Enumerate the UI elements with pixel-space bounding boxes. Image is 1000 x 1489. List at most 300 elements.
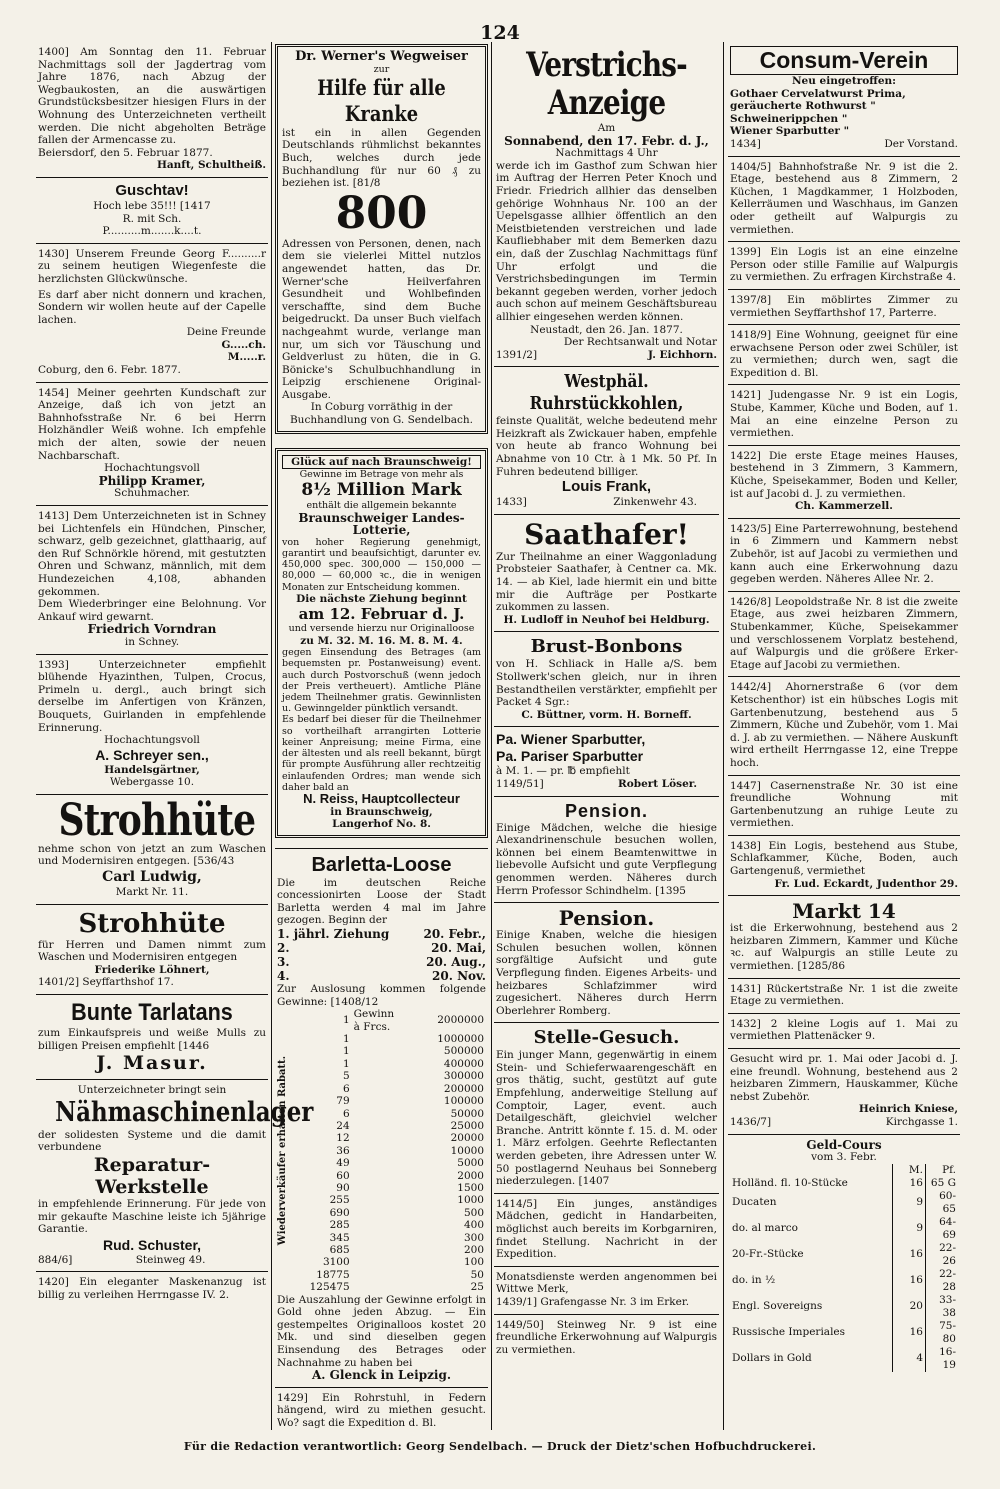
ad-1404: [728, 157, 960, 243]
ad-maskenanzug: [36, 1271, 268, 1306]
ad-text: 1454] Meiner geehrten Kundschaft zur Anzeige, daß ich von jetzt an Bahnhofsstraße Nr. 6 bei Herrn Holzhändler Weiß wohne. Ich empfehle mich der alten, sowie der neuen Nachbarschaft.: [38, 386, 266, 462]
ad-signature: A. Glenck in Leipzig.: [311, 1368, 452, 1383]
currency-value: 22-28: [926, 1268, 959, 1294]
ad-text: Zur Theilnahme an einer Waggonladung Probsteier Saathafer, à Centner ca. Mk. 14. — ab Kiel, lade hiermit ein und bitte mir die Aufträge per Postkarte zukommen zu lassen.: [496, 550, 717, 614]
ad-text: Die im deutschen Reiche concessionirten Loose der Stadt Barletta werden 4 mal im Jahre gezogen. Beginn der: [277, 876, 486, 927]
ad-big-number: 800: [335, 187, 428, 239]
currency-value: 9: [893, 1190, 926, 1216]
prize-label: [352, 1170, 396, 1182]
prize-amount: 500: [463, 1206, 484, 1219]
ad-signature: Hochachtungsvoll: [104, 462, 200, 475]
column-rule: [491, 42, 492, 1430]
ad-markt14: [728, 896, 960, 978]
draw-date: 20. Mai,: [431, 941, 486, 956]
prize-count: 1: [342, 1033, 350, 1046]
exchange-table: [730, 1164, 958, 1372]
ad-signature: in Braunschweig,: [330, 805, 433, 818]
ad-ref: 1149/51]: [496, 777, 544, 790]
ad-glueckwunsch: [36, 244, 268, 383]
ad-title: Geld-Cours: [806, 1137, 882, 1152]
ad-ref: 1434]: [730, 137, 761, 150]
ad-title: Verstrichs-Anzeige: [526, 45, 687, 123]
prize-row: [290, 1108, 486, 1120]
ad-text: Nachmittags 4 Uhr: [555, 147, 658, 160]
prize-count: 345: [329, 1231, 350, 1244]
ad-text: Die Auszahlung der Gewinne erfolgt in Gold ohne jeden Abzug. — Ein gestempeltes Originalloos kostet 20 Mk. und sind dieselben gegen Einsendung des Betrages oder Nachnahme zu haben bei: [277, 1293, 486, 1369]
prize-label: [352, 1207, 396, 1219]
prize-row: [290, 1008, 486, 1033]
ad-text: Sonnabend, den 17. Febr. d. J.,: [504, 133, 709, 148]
draw-date: 20. Aug.,: [426, 955, 486, 970]
exchange-header-cell: M.: [893, 1164, 926, 1177]
ad-signature: Hochachtungsvoll: [104, 734, 200, 747]
prize-row: [290, 1232, 486, 1244]
ad-text: feinste Qualität, welche bedeutend mehr Heizkraft als Zwickauer haben, empfehle von heute ab franco Wohnung bei Abnahme von 10 Ctr. à 1 Mk. 50 Pf. In Fuhren bedeutend billiger.: [496, 415, 717, 478]
currency-name: Holländ. fl. 10-Stücke: [732, 1176, 848, 1189]
ad-signature: C. Büttner, vorm. H. Borneff.: [521, 708, 692, 721]
prize-label: [352, 1108, 396, 1120]
ad-text: 1418/9] Eine Wohnung, geeignet für eine erwachsene Person oder zwei Schüler, ist zu vermiethen; durch wen, sagt die Expedition d. Bl.: [730, 329, 958, 379]
prize-label: [352, 1095, 396, 1107]
prize-count: 18775: [316, 1268, 350, 1281]
ad-pension-knaben: [494, 903, 719, 1023]
ad-text: 1430] Unserem Freunde Georg F..........r zu seinem heutigen Wiegenfeste die herzlichsten Glückwünsche.: [38, 247, 266, 285]
currency-name: Engl. Sovereigns: [732, 1300, 823, 1313]
ad-1422: [728, 446, 960, 519]
ad-text: Gesucht wird pr. 1. Mai oder Jacobi d. J. eine freundl. Wohnung, bestehend aus 2 heizbaren Zimmern, Hauskammer, Küche nebst Zubehör.: [730, 1053, 958, 1103]
ad-title: Pa. Pariser Sparbutter: [496, 748, 644, 765]
currency-value: 9: [893, 1216, 926, 1242]
prize-count: 1: [342, 1057, 350, 1070]
prize-row: [290, 1120, 486, 1132]
currency-name: do. in ½: [732, 1274, 776, 1287]
prize-label: [352, 1033, 396, 1045]
item-list: [730, 88, 958, 138]
prize-label: [352, 1244, 396, 1256]
ad-text: 1449/50] Steinweg Nr. 9 ist eine freundliche Erkerwohnung auf Walpurgis zu vermiethen.: [496, 1318, 717, 1356]
ad-text: Unterzeichneter bringt sein: [77, 1084, 227, 1097]
ad-text: nehme schon von jetzt an zum Waschen und Modernisiren entgegen. [536/43: [38, 842, 266, 868]
prize-row: [290, 1070, 486, 1082]
ad-title: Reparatur-Werkstelle: [93, 1154, 211, 1198]
ad-title: Bunte Tarlatans: [71, 999, 233, 1027]
item-row: Schweinerippchen ": [730, 112, 848, 125]
ad-text: Gewinne im Betrage von mehr als: [299, 469, 464, 481]
prize-row: [290, 1256, 486, 1268]
ad-text: Dem Wiederbringer eine Belohnung. Vor Ankauf wird gewarnt.: [38, 598, 266, 623]
ad-address: Steinweg 49.: [135, 1253, 206, 1266]
ad-signature: Handelsgärtner,: [104, 763, 200, 776]
ad-place: Neustadt, den 26. Jan. 1877.: [530, 323, 683, 336]
prize-count: 24: [336, 1119, 350, 1132]
prize-label: [352, 1157, 396, 1169]
ad-subtitle: vom 3. Febr.: [811, 1151, 877, 1164]
ad-schreyer: [36, 655, 268, 795]
ad-address: Kirchgasse 1.: [885, 1115, 958, 1128]
ad-signature: Heinrich Kniese,: [858, 1103, 958, 1116]
prize-count: 12: [336, 1132, 350, 1145]
currency-value: 65 G: [926, 1177, 959, 1190]
ad-title: am 12. Februar d. J.: [298, 605, 465, 624]
draw-label: 1. jährl. Ziehung: [277, 927, 390, 942]
ad-geldcours: [728, 1135, 960, 1377]
ad-consumverein: [728, 42, 960, 157]
prize-amount: 300000: [443, 1070, 484, 1083]
ad-line: R. mit Sch.: [122, 212, 182, 225]
ad-text: 1397/8] Ein möblirtes Zimmer zu vermiethen Seyffarthshof 17, Parterre.: [730, 293, 958, 319]
ad-rohrstuhl: [275, 1388, 488, 1435]
ad-text: Es bedarf bei dieser für die Theilnehmer so vortheilhaft arrangirten Lotterie keiner Anpreisung; meine Firma, eine der ältesten und als reell bekannt, bürgt für prompte Ausführung aller rechtzeitig einlaufenden Ordres; man wende sich daher bald an: [282, 714, 481, 793]
ad-place: Beiersdorf, den 5. Februar 1877.: [38, 146, 213, 159]
ad-title: Pension.: [564, 800, 648, 821]
currency-value: 33-38: [926, 1294, 959, 1320]
prize-label: [352, 1132, 396, 1144]
ad-verstrich: [494, 42, 719, 367]
ad-text: gegen Einsendung des Betrages (am bequemsten pr. Postanweisung) event. auch durch Postvorschuß (wenn jedoch der Preis vertheuert). Amtliche Pläne jedem Theilnehmer gratis. Gewinnlisten u. Gewinngelder pünktlich versandt.: [282, 647, 481, 715]
ad-text: 1442/4] Ahornerstraße 6 (vor dem Ketschenthor) ist ein hübsches Logis mit Gartenbenutzung, bestehend aus 5 Zimmern, Küche und Zubehör, vom 1. Mai d. J. ab zu vermiethen. — Nähere Auskunft wird ertheilt Herrngasse 12, eine Treppe hoch.: [730, 681, 958, 769]
ad-text: 1423/5] Eine Parterrewohnung, bestehend in 6 Zimmern und Kammern nebst Zubehör, ist auf Jacobi zu vermiethen und kann auch eine Erkerwohnung dazu gegeben werden. Näheres Allee Nr. 2.: [730, 522, 958, 586]
column-2: [275, 42, 488, 1430]
prize-count: 1: [342, 1014, 350, 1027]
prize-label: [352, 1269, 396, 1281]
prize-table: [290, 1008, 486, 1293]
currency-value: 4: [893, 1346, 926, 1372]
ad-barletta: [275, 848, 488, 1388]
ad-signature: Der Vorstand.: [884, 137, 958, 150]
prize-count: 60: [336, 1169, 350, 1182]
prize-amount: 10000: [450, 1144, 484, 1157]
ad-line: P..........m.......k....t.: [102, 225, 202, 238]
exchange-row: [730, 1268, 958, 1294]
ad-signature: Friederike Löhnert,: [94, 963, 210, 976]
ad-brustbonbons: [494, 632, 719, 727]
ad-kramer: [36, 383, 268, 506]
draw-label: 4.: [277, 969, 290, 984]
ad-signature: Markt Nr. 11.: [115, 886, 189, 899]
prize-label: [352, 1070, 396, 1082]
side-note: Wiederverkäufer erhalten Rabatt.: [277, 1056, 288, 1246]
exchange-row: [730, 1216, 958, 1242]
ad-title: Stelle-Gesuch.: [533, 1027, 680, 1049]
ad-text: 1422] Die erste Etage meines Hauses, bestehend in 3 Zimmern, 3 Kammern, Küche, Speisekammer, Boden und Keller, ist auf Jacobi d. J. zu vermiethen.: [730, 449, 958, 500]
prize-amount: 500000: [443, 1045, 484, 1058]
ad-title: 8½ Million Mark: [301, 480, 462, 501]
ad-title: Dr. Werner's Wegweiser: [295, 49, 468, 64]
prize-count: 1: [342, 1045, 350, 1058]
prize-label: [352, 1120, 396, 1132]
prize-amount: 400: [463, 1219, 484, 1232]
prize-label: Gewinn à Frcs.: [353, 1008, 395, 1033]
prize-row: [290, 1244, 486, 1256]
ad-text: 1414/5] Ein junges, anständiges Mädchen, gedicht in Handarbeiten, möglichst auch bereits im Korbgarniren, findet Stellung. Nachricht in der Expedition.: [496, 1197, 717, 1261]
prize-amount: 200000: [443, 1082, 484, 1095]
draw-row: [277, 955, 486, 969]
currency-value: 16: [893, 1268, 926, 1294]
ad-signature: Robert Löser.: [618, 777, 697, 790]
ad-1418: [728, 325, 960, 385]
ad-title: Markt 14: [792, 899, 896, 924]
prize-row: [290, 1058, 486, 1070]
ad-signature: in Schney.: [124, 635, 180, 648]
ad-signature: H. Ludloff in Neuhof bei Heldburg.: [503, 613, 710, 626]
page-footer: Für die Redaction verantwortlich: Georg Sendelbach. — Druck der Dietz'schen Hofbuchdruckerei.: [183, 1440, 817, 1453]
ad-monatsdienste: [494, 1267, 719, 1315]
ad-signature: G.....ch.: [221, 338, 266, 351]
currency-value: 16: [893, 1242, 926, 1268]
prize-count: 125475: [309, 1281, 350, 1294]
ad-text: von hoher Regierung genehmigt, garantirt und beaufsichtigt, darunter ev. 450,000 spec. 300,000 — 150,000 — 80,000 — 60,000 ꝛc., die in wenigen Monaten zur Entscheidung kommen.: [282, 536, 481, 593]
prize-row: [290, 1045, 486, 1057]
ad-pension-maedchen: [494, 797, 719, 904]
ad-text: 1421] Judengasse Nr. 9 ist ein Logis, Stube, Kammer, Küche und Boden, auf 1. Mai an eine einzelne Person zu vermiethen.: [730, 389, 958, 440]
prize-row: [290, 1182, 486, 1194]
prize-label: [352, 1182, 396, 1194]
ad-title: Braunschweiger Landes-Lotterie,: [298, 510, 465, 538]
ad-text: Am: [597, 122, 616, 134]
ad-maedchen: [494, 1194, 719, 1267]
ad-1432: [728, 1014, 960, 1049]
ad-text: 1426/8] Leopoldstraße Nr. 8 ist die zweite Etage, aus zwei heizbaren Zimmern, Stubenkammer, Küche, Speisekammer und verschlossenem Vorplatz bestehend, auf Walpurgis und die größere Erker-Etage auf Jacobi zu vermiethen.: [730, 595, 958, 671]
ad-1431: [728, 979, 960, 1014]
prize-count: 255: [329, 1194, 350, 1207]
ad-address: Zinkenwehr 43.: [613, 496, 697, 509]
ad-title: Nähmaschinenlager: [55, 1096, 314, 1128]
prize-label: [352, 1045, 396, 1057]
prize-amount: 25: [470, 1281, 484, 1294]
item-row: Wiener Sparbutter ": [730, 125, 850, 138]
draw-date: 20. Febr.,: [423, 927, 486, 942]
prize-row: [290, 1269, 486, 1281]
ad-title: Guschtav!: [115, 181, 189, 199]
currency-name: Dollars in Gold: [732, 1352, 812, 1365]
ad-title: Strohhüte: [58, 794, 256, 846]
ad-guschtav: [36, 178, 268, 244]
ad-text: 1404/5] Bahnhofstraße Nr. 9 ist die 2. Etage, bestehend aus 8 Zimmern, 2 Küchen, 1 Magdkammer, 1 Holzboden, Kellerräumen und Waschhaus, im Ganzen oder getheilt auf Walpurgis zu vermiethen.: [730, 160, 958, 236]
column-4: [728, 42, 960, 1430]
ad-werner-wegweiser: [275, 44, 488, 434]
ad-text: Monatsdienste werden angenommen bei Wittwe Merk,: [496, 1270, 717, 1296]
prize-row: [290, 1083, 486, 1095]
ad-signature: Rud. Schuster,: [102, 1236, 202, 1253]
prize-amount: 2000000: [437, 1014, 484, 1027]
exchange-row: [730, 1177, 958, 1190]
prize-row: [290, 1170, 486, 1182]
ad-text: ist ein in allen Gegenden Deutschlands rühmlichst bekanntes Buch, welches durch jede Buchhandlung für nur 60 ₰ zu beziehen ist. [81/8: [282, 126, 481, 190]
ad-1423: [728, 519, 960, 592]
ad-title: Barletta-Loose: [311, 853, 452, 876]
item-row: Gothaer Cervelatwurst Prima,: [730, 87, 906, 100]
ad-text: und versende hierzu nur Originalloose: [288, 623, 475, 635]
prize-amount: 1000: [457, 1194, 484, 1207]
item-row: geräucherte Rothwurst ": [730, 100, 876, 113]
draw-row: [277, 927, 486, 941]
ad-signature: Fr. Lud. Eckardt, Judenthor 29.: [774, 877, 958, 890]
ad-text: 1400] Am Sonntag den 11. Februar Nachmittags soll der Jagdertrag vom Jahre 1876, nach Abzug der Wegbaukosten, an die auswärtigen Grundstücksbesitzer hiesigen Flurs in der Wohnung des Unterzeichneten vertheilt werden. Die nicht abgeholten Beträge fallen der Armencasse zu.: [38, 46, 266, 147]
prize-row: [290, 1207, 486, 1219]
ad-ruhrkohlen: [494, 367, 719, 515]
exchange-row: [730, 1294, 958, 1320]
prize-count: 5: [342, 1070, 350, 1083]
ad-jagdertrag: [36, 42, 268, 178]
ad-text: 1431] Rückertstraße Nr. 1 ist die zweite Etage zu vermiethen.: [730, 982, 958, 1008]
currency-name: 20-Fr.-Stücke: [732, 1248, 804, 1261]
prize-count: 690: [329, 1206, 350, 1219]
currency-value: 22-26: [926, 1242, 959, 1268]
currency-value: 16: [893, 1320, 926, 1346]
ad-text: à M. 1. — pr. ℔ empfiehlt: [496, 765, 630, 778]
currency-value: 16: [893, 1177, 926, 1190]
ad-signature: A. Schreyer sen.,: [95, 746, 209, 763]
exchange-row: [730, 1320, 958, 1346]
ad-signature: N. Reiss, Hauptcollecteur: [303, 790, 460, 806]
prize-amount: 50: [470, 1268, 484, 1281]
exchange-row: [730, 1190, 958, 1216]
ad-text: werde ich im Gasthof zum Schwan hier im Auftrag der Herren Peter Knoch und Friedr. Friedrich allhier das denselben gehörige Wohnhaus Nr. 100 an der Uepelsgasse allhier öffentlich an den Meistbietenden verstreichen und lade Kaufliebhaber mit dem Bemerken dazu ein, daß der Zuschlag Nachmittags fünf Uhr erfolgt und die Verstrichsbedingungen im Termin bekannt gegeben werden, vorher jedoch auch schon auf meinem Geschäftsbureau allhier eingesehen werden können.: [496, 159, 717, 323]
ad-signature: Philipp Kramer,: [98, 473, 206, 488]
prize-amount: 2000: [457, 1169, 484, 1182]
prize-label: [352, 1194, 396, 1206]
ad-text: der solidesten Systeme und die damit verbundene: [38, 1128, 266, 1154]
prize-amount: 1500: [457, 1181, 484, 1194]
ad-text: Einige Knaben, welche die hiesigen Schulen besuchen wollen, können sorgfältige Aufsicht und gute Verpflegung finden. Eigenes Arbeits- und heizbares Schlafzimmer wird zugesichert. Näheres durch Herrn Oberlehrer Romberg.: [496, 929, 717, 1017]
prize-count: 90: [336, 1181, 350, 1194]
ad-date: Coburg, den 6. Febr. 1877.: [38, 364, 181, 377]
prize-amount: 5000: [457, 1157, 484, 1170]
prize-count: 6: [342, 1107, 350, 1120]
prize-count: 3100: [322, 1256, 350, 1269]
currency-value: 20: [893, 1294, 926, 1320]
currency-value: 64-69: [926, 1216, 959, 1242]
page-number: 124: [480, 22, 520, 44]
ad-text: In Coburg vorräthig in der Buchhandlung von G. Sendelbach.: [289, 401, 474, 427]
ad-text: 1438] Ein Logis, bestehend aus Stube, Schlafkammer, Küche, Boden, auch Gartengenuß, vermiethet: [730, 839, 958, 878]
ad-1421: [728, 385, 960, 445]
ad-title: Glück auf nach Braunschweig!: [282, 455, 481, 470]
currency-name: Russische Imperiales: [732, 1326, 846, 1339]
prize-count: 285: [329, 1219, 350, 1232]
prize-row: [290, 1281, 486, 1293]
ad-text: 1429] Ein Rohrstuhl, in Federn hängend, wird zu miethen gesucht. Wo? sagt die Expedition d. Bl.: [277, 1391, 486, 1429]
column-rule: [271, 42, 272, 1430]
ad-signature: Carl Ludwig,: [102, 869, 202, 886]
ad-text: ist die Erkerwohnung, bestehend aus 2 heizbaren Zimmern, Kammer und Küche ꝛc. auf Walpurgis an stille Leute zu vermiethen. [1285/86: [730, 922, 958, 973]
ad-sparbutter: [494, 727, 719, 796]
ad-erkerwohnung: [494, 1315, 719, 1362]
ad-signature: Webergasse 10.: [109, 776, 195, 789]
ad-signature: Louis Frank,: [561, 478, 652, 496]
ad-signature: Deine Freunde: [186, 326, 266, 339]
ad-1426: [728, 592, 960, 678]
ad-gesucht: [728, 1049, 960, 1135]
ad-signature: Langerhof No. 8.: [332, 818, 431, 831]
ad-signature: J. Masur.: [96, 1052, 208, 1075]
prize-count: 49: [336, 1157, 350, 1170]
ad-text: für Herren und Damen nimmt zum Waschen und Modernisiren entgegen: [38, 938, 266, 964]
ad-ref: 1401/2] Seyffarthshof 17.: [38, 976, 174, 989]
prize-amount: 20000: [450, 1132, 484, 1145]
draw-row: [277, 941, 486, 955]
prize-amount: 200: [463, 1243, 484, 1256]
exchange-header-cell: Pf.: [926, 1164, 959, 1177]
ad-text: 1393] Unterzeichneter empfiehlt blühende Hyazinthen, Tulpen, Crocus, Primeln u. dergl., auch bringt sich derselbe im Anfertigen von Kränzen, Bouquets, Guirlanden in empfehlende Erinnerung.: [38, 658, 266, 734]
ad-signature: Schuhmacher.: [114, 487, 190, 500]
prize-amount: 100000: [443, 1095, 484, 1108]
ad-signature: Der Rechtsanwalt und Notar: [563, 336, 717, 349]
ad-text: 1432] 2 kleine Logis auf 1. Mai zu vermiethen Plattenäcker 9.: [730, 1017, 958, 1043]
ad-text: zum Einkaufspreis und weiße Mulls zu billigen Preisen empfiehlt [1446: [38, 1027, 266, 1052]
prize-label: [352, 1083, 396, 1095]
ad-text: Zur Auslosung kommen folgende Gewinne: [1408/12: [277, 983, 486, 1008]
ad-stellegesuch: [494, 1023, 719, 1194]
ad-title: Saathafer!: [524, 517, 689, 551]
draw-label: 2.: [277, 941, 290, 956]
prize-label: [352, 1058, 396, 1070]
currency-value: 75-80: [926, 1320, 959, 1346]
ad-subtitle: Neu eingetroffen:: [791, 75, 897, 87]
ad-title: Hilfe für alle Kranke: [317, 74, 446, 126]
prize-amount: 300: [463, 1231, 484, 1244]
ad-signature: Ch. Kammerzell.: [795, 500, 893, 513]
ad-signature: M.....r.: [227, 351, 266, 364]
prize-amount: 400000: [443, 1057, 484, 1070]
ad-strohhuete-ludwig: [36, 795, 268, 905]
ad-saathafer: [494, 515, 719, 633]
exchange-header-cell: [730, 1164, 893, 1177]
prize-count: 6: [342, 1082, 350, 1095]
prize-row: [290, 1095, 486, 1107]
currency-value: 60-65: [926, 1190, 959, 1216]
ad-signature: J. Eichhorn.: [648, 348, 717, 361]
prize-count: 79: [336, 1095, 350, 1108]
exchange-row: [730, 1242, 958, 1268]
prize-amount: 25000: [450, 1119, 484, 1132]
ad-title: Consum-Verein: [730, 46, 958, 75]
prize-label: [352, 1232, 396, 1244]
ad-1399: [728, 242, 960, 290]
prize-row: [290, 1194, 486, 1206]
ad-1438: [728, 836, 960, 896]
ad-text: Adressen von Personen, denen, nach dem sie vielerlei Mittel nutzlos angewendet hatten, das Dr. Werner'sche Heilverfahren Gesundheit und Wohlbefinden verschaffte, sind dem Buche beigedruckt. Da unser Buch vielfach nachgeahmt wurde, verlange man nur, um sich vor Täuschung und Geldverlust zu hüten, die in G. Bönicke's Schulbuchhandlung in Leipzig erschienene Original-Ausgabe.: [282, 237, 481, 401]
currency-name: Ducaten: [732, 1196, 777, 1209]
draw-label: 3.: [277, 955, 290, 970]
prize-label: [352, 1256, 396, 1268]
ad-text: Es darf aber nicht donnern und krachen, Sondern wir wollen heute auf der Capelle lachen.: [38, 288, 266, 326]
prize-row: [290, 1145, 486, 1157]
ad-title: Strohhüte: [78, 908, 226, 939]
ad-text: enthält die allgemein bekannte: [306, 500, 457, 512]
draw-date: 20. Nov.: [432, 969, 486, 984]
exchange-header: [730, 1164, 958, 1177]
prize-count: 685: [329, 1243, 350, 1256]
prize-row: [290, 1033, 486, 1045]
currency-value: 16-19: [926, 1346, 959, 1372]
ad-title: Westphäl. Ruhrstückkohlen,: [529, 371, 684, 415]
draw-list: [277, 927, 486, 983]
prize-label: [352, 1281, 396, 1293]
exchange-row: [730, 1346, 958, 1372]
prize-amount: 1000000: [437, 1033, 484, 1046]
ad-prices: zu M. 32. M. 16. M. 8. M. 4.: [300, 634, 463, 647]
ad-text: 1413] Dem Unterzeichneten ist in Schney bei Lichtenfels ein Hündchen, Pinscher, schwarz, gelb gezeichnet, glatthaarig, auf den Ruf Schnörkle hörend, mit gestutzten Ohren und Schwanz, männlich, mit dem Hundezeichen 4,108, abhanden gekommen.: [38, 510, 266, 598]
currency-name: do. al marco: [732, 1222, 798, 1235]
ad-text: 1447] Casernenstraße Nr. 30 ist eine freundliche Wohnung mit Gartenbenutzung an ruhige Leute zu vermiethen.: [730, 779, 958, 830]
ad-line: Hoch lebe 35!!! [1417: [93, 199, 211, 212]
ad-text: Die nächste Ziehung beginnt: [296, 592, 467, 605]
ad-ref: 1439/1] Grafengasse Nr. 3 im Erker.: [496, 1295, 690, 1308]
ad-1442: [728, 677, 960, 775]
prize-amount: 50000: [450, 1107, 484, 1120]
prize-label: [352, 1145, 396, 1157]
